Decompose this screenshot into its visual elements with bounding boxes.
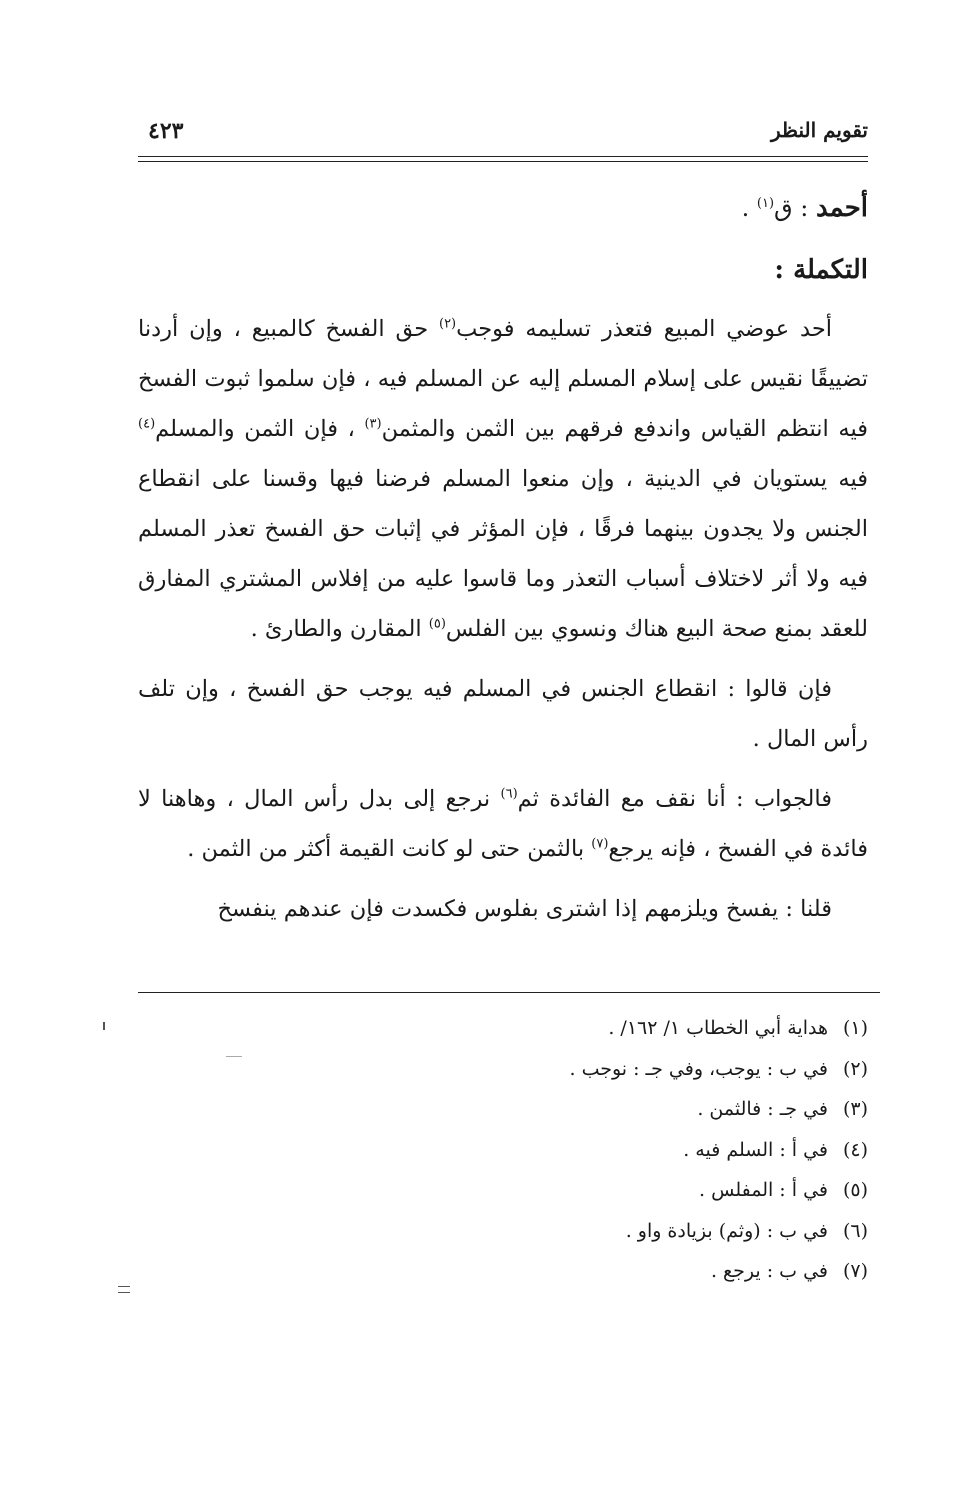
scan-mark [103,1022,105,1030]
paragraph-3 [138,774,868,874]
footnote-text: هداية أبي الخطاب ١/ ١٦٢/ . [608,1017,828,1039]
footnote-ref-2[interactable]: (٢) [438,316,457,332]
footnote-text: في أ : المفلس . [699,1179,828,1201]
footnote-rule [138,992,880,993]
page [138,0,868,1494]
heading-ahmad-label: أحمد [816,193,868,223]
footnote-item [138,1089,868,1130]
footnote-number: (٦) [842,1219,868,1242]
footnotes-list [138,1008,868,1292]
p3-part2: نرجع إلى بدل رأس المال ، وهاهنا لا فائدة في الفسخ ، فإنه يرجع [138,786,868,862]
heading-ahmad [138,180,868,236]
footnote-ref-6[interactable]: (٦) [500,786,518,802]
heading-ahmad-end: . [741,194,750,222]
p1-part3: ، فإن الثمن والمسلم [155,416,365,442]
header-rule-secondary [138,161,868,162]
footnote-item [138,1251,868,1292]
header-rule [138,156,868,157]
footnote-text: في ب : يوجب، وفي جـ : نوجب . [569,1057,828,1080]
paragraph-1 [138,304,868,654]
footnote-number: (٧) [842,1260,868,1282]
footnote-text: في أ : السلم فيه . [683,1138,828,1161]
p1-part4: فيه يستويان في الدينية ، وإن منعوا المسلم فرضنا فيها وقسنا على انقطاع الجنس ولا يجدون بينهما فرقًا ، فإن المؤثر في إثبات حق الفسخ تعذر المسلم فيه ولا أثر لاختلاف أسباب التعذر وما قاسوا عليه من إفلاس المشتري المفارق للعقد بمنع صحة البيع هناك ونسوي بين الفلس [138,466,868,642]
page-number: ٤٢٣ [148,118,184,144]
main-text [138,180,868,944]
page-header [138,118,868,154]
footnote-text: في ب : (وثم) بزيادة واو . [625,1219,828,1242]
footnote-number: (١) [842,1017,868,1039]
footnote-number: (٥) [842,1179,868,1201]
p3-part3: بالثمن حتى لو كانت القيمة أكثر من الثمن . [187,836,592,862]
footnote-number: (٢) [842,1057,868,1080]
footnote-ref-1[interactable]: (١) [756,196,775,211]
paragraph-2: فإن قالوا : انقطاع الجنس في المسلم فيه يوجب حق الفسخ ، وإن تلف رأس المال . [138,676,868,752]
footnote-item [138,1049,868,1090]
footnote-ref-5[interactable]: (٥) [428,616,446,632]
footnote-ref-4[interactable]: (٤) [138,416,156,432]
footnote-ref-3[interactable]: (٣) [364,416,382,432]
running-title: تقويم النظر [771,118,868,142]
p1-part2: حق الفسخ كالمبيع ، وإن أردنا تضييقًا نقيس على إسلام المسلم إليه عن المسلم فيه ، فإن سلموا ثبوت الفسخ فيه انتظم القياس واندفع فرقهم بين الثمن والمثمن [138,316,868,442]
paragraph-4: قلنا : يفسخ ويلزمهم إذا اشترى بفلوس فكسدت فإن عندهم ينفسخ [217,896,832,922]
heading-takmila [138,242,868,298]
scan-mark-equals [118,1286,130,1293]
footnote-number: (٤) [842,1138,868,1161]
footnote-text: في ب : يرجع . [710,1260,828,1282]
footnote-item [138,1211,868,1252]
footnote-number: (٣) [842,1098,868,1120]
footnote-ref-7[interactable]: (٧) [591,836,609,852]
footnote-text: في جـ : فالثمن . [697,1098,828,1120]
footnote-item [138,1170,868,1211]
heading-ahmad-text: : ق [774,194,809,222]
scan-mark-dash [226,1056,242,1057]
p3-part1: فالجواب : أنا نقف مع الفائدة ثم [517,786,832,812]
p1-part1: أحد عوضي المبيع فتعذر تسليمه فوجب [456,316,832,342]
p1-part5: المقارن والطارئ . [250,616,429,642]
footnote-item [138,1130,868,1171]
heading-takmila-label: التكملة : [774,255,868,285]
footnote-item [138,1008,868,1049]
